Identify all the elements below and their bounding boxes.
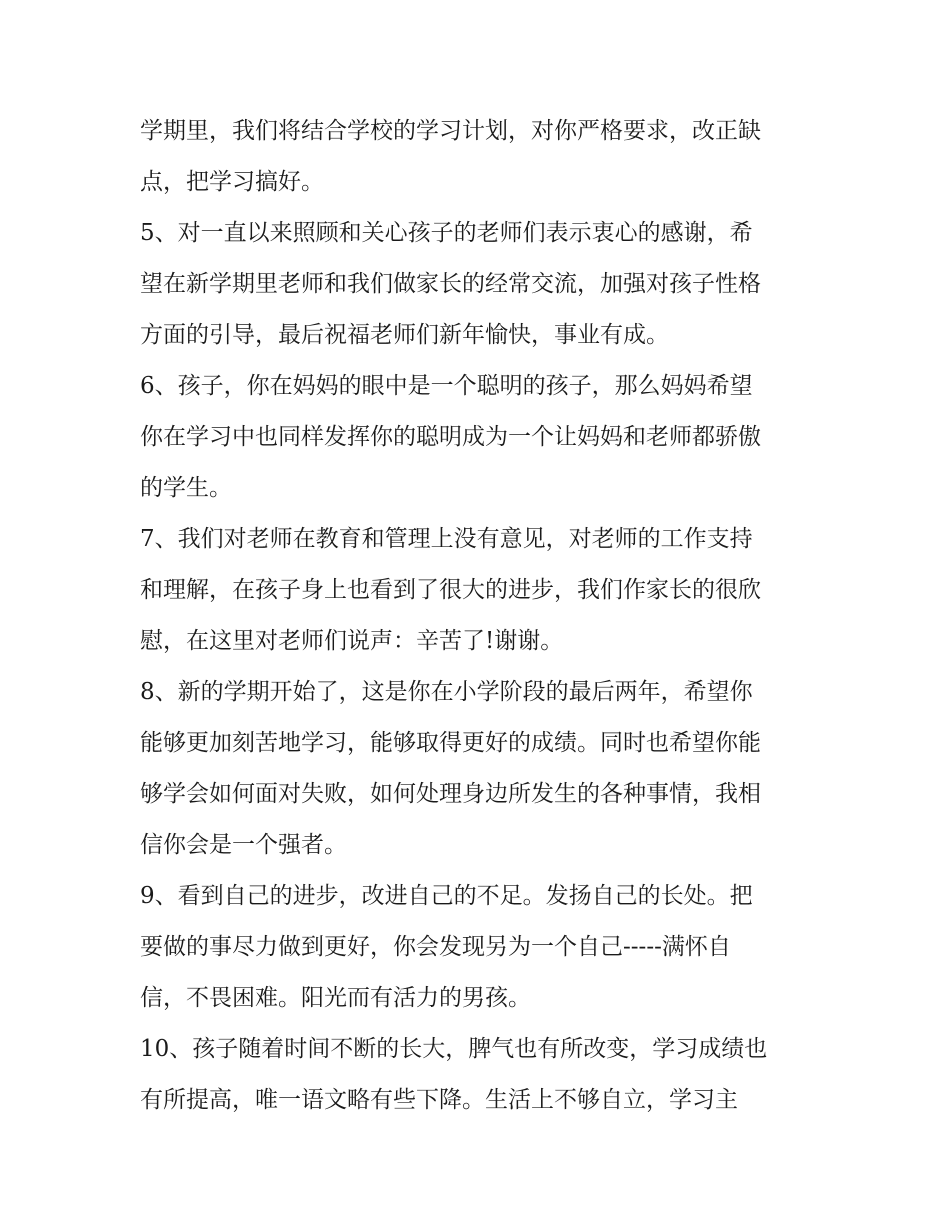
text-line: 你在学习中也同样发挥你的聪明成为一个让妈妈和老师都骄傲 — [140, 424, 761, 450]
text-line: 能够更加刻苦地学习，能够取得更好的成绩。同时也希望你能 — [140, 730, 761, 756]
text-line: 学期里，我们将结合学校的学习计划，对你严格要求，改正缺 — [140, 118, 761, 144]
text-line: 信，不畏困难。阳光而有活力的男孩。 — [140, 985, 531, 1011]
text-line: 望在新学期里老师和我们做家长的经常交流，加强对孩子性格 — [140, 271, 761, 297]
text-line: 和理解，在孩子身上也看到了很大的进步，我们作家长的很欣 — [140, 577, 761, 603]
text-line: 8、新的学期开始了，这是你在小学阶段的最后两年，希望你 — [140, 679, 753, 705]
text-line: 方面的引导，最后祝福老师们新年愉快，事业有成。 — [140, 322, 669, 348]
text-line: 有所提高，唯一语文略有些下降。生活上不够自立，学习主 — [140, 1087, 738, 1113]
text-line: 10、孩子随着时间不断的长大，脾气也有所改变，学习成绩也 — [140, 1036, 768, 1062]
text-line: 信你会是一个强者。 — [140, 832, 347, 858]
text-line: 要做的事尽力做到更好，你会发现另为一个自己-----满怀自 — [140, 934, 731, 960]
text-line: 慰，在这里对老师们说声：辛苦了!谢谢。 — [140, 628, 564, 654]
text-line: 点，把学习搞好。 — [140, 169, 324, 195]
document-body — [140, 106, 820, 1126]
text-line: 的学生。 — [140, 475, 232, 501]
text-line: 5、对一直以来照顾和关心孩子的老师们表示衷心的感谢，希 — [140, 220, 753, 246]
text-line: 7、我们对老师在教育和管理上没有意见，对老师的工作支持 — [140, 526, 753, 552]
text-line: 6、孩子，你在妈妈的眼中是一个聪明的孩子，那么妈妈希望 — [140, 373, 753, 399]
text-line: 够学会如何面对失败，如何处理身边所发生的各种事情，我相 — [140, 781, 761, 807]
text-line: 9、看到自己的进步，改进自己的不足。发扬自己的长处。把 — [140, 883, 753, 909]
